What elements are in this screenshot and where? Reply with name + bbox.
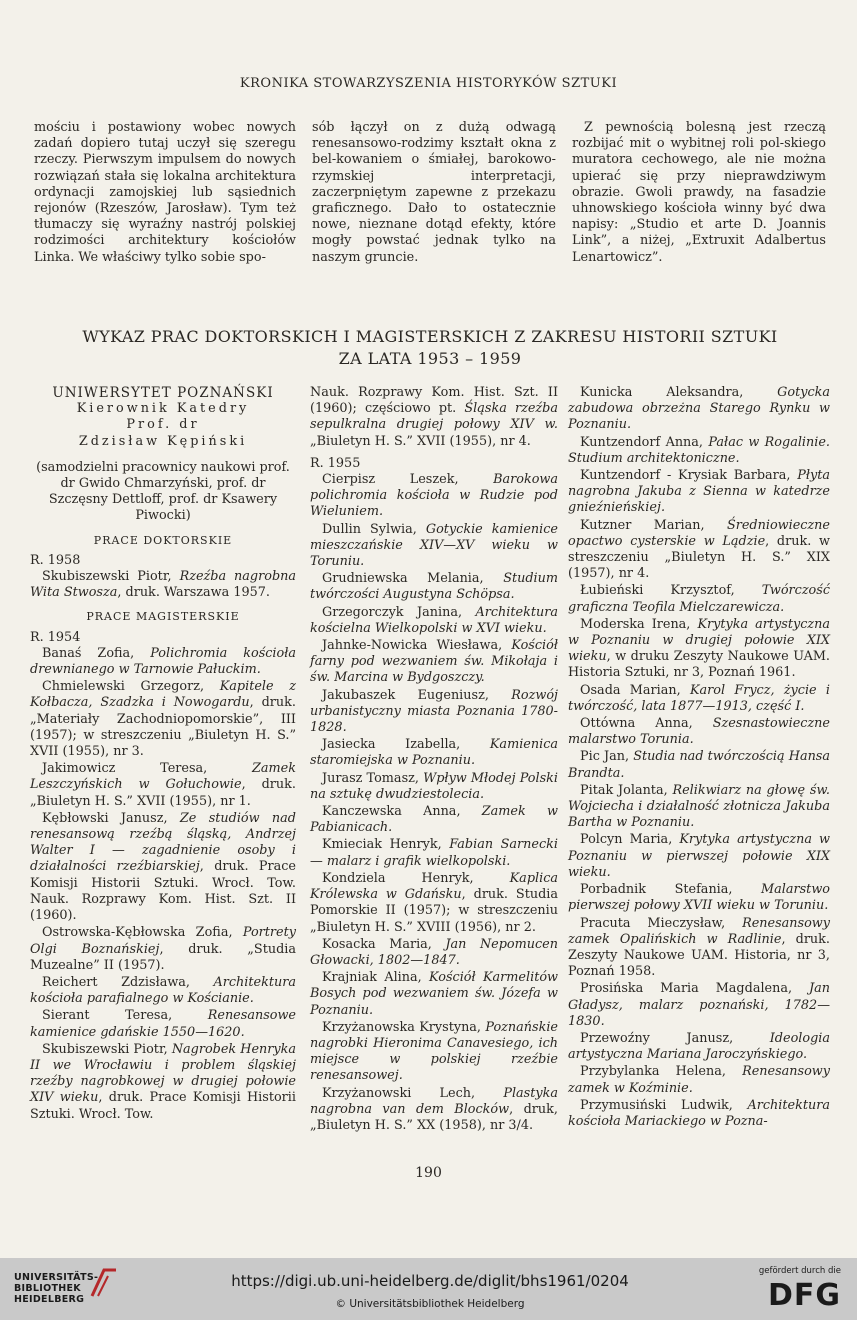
publication: , druk. „Materiały Zachodniopomorskie”, III (1957); w streszczeniu „Biuletyn H. S.” XVII (1955), nr 3. xyxy=(30,695,296,760)
staff-note: (samodzielni pracownicy naukowi prof. dr Gwido Chmarzyński, prof. dr Szczęsny Dettloff, prof. dr Ksawery Piwocki) xyxy=(36,459,290,524)
list-column-3 xyxy=(568,385,830,1131)
author: Jahnke-Nowicka Wiesława, xyxy=(322,638,512,654)
list-item xyxy=(310,472,558,521)
publication: , druk. Zeszyty Naukowe UAM. Historia, nr 3, Poznań 1958. xyxy=(568,931,830,980)
author: Jakimowicz Teresa, xyxy=(42,761,253,777)
list-item xyxy=(568,832,830,881)
list-column-2 xyxy=(310,385,558,1135)
title: Relikwiarz na głowę św. Wojciecha i działalność złotnicza Jakuba Bartha w Poznaniu. xyxy=(568,782,830,831)
section-title-line-2: ZA LATA 1953 – 1959 xyxy=(338,349,522,368)
author: Kondziela Henryk, xyxy=(322,870,510,886)
list-item xyxy=(30,975,296,1007)
title: Jan Nepomucen Głowacki, 1802—1847. xyxy=(310,936,558,968)
chair-line: Kierownik Katedry xyxy=(76,401,250,417)
paragraph: sób łączył on z dużą odwagą renesansowo-rodzimy kształt okna z bel-kowaniem o śmiałej, barokowo-rzymskiej interpretacji, zaczerpniętym zapewne z przekazu graficznego. Dało to ostatecznie nowe, nieznane dotąd efekty, które mogły powstać jednak tylko na naszym gruncie. xyxy=(312,120,556,265)
title: Renesansowy zamek Opalińskich w Radlinie xyxy=(568,915,830,947)
author: Grzegorczyk Janina, xyxy=(322,604,476,620)
list-item xyxy=(310,688,558,737)
chair-line: Zdzisław Kępiński xyxy=(78,433,248,449)
title: Kościół farny pod wezwaniem św. Mikołaja i św. Marcina w Bydgoszczy. xyxy=(310,638,558,686)
list-item xyxy=(310,638,558,687)
author: Ostrowska-Kębłowska Zofia, xyxy=(42,925,243,941)
title: Twórczość graficzna Teofila Mielczarewicza. xyxy=(568,583,830,615)
author: Kutzner Marian, xyxy=(580,517,727,533)
author: Banaś Zofia, xyxy=(42,645,151,661)
title: Barokowa polichromia kościoła w Rudzie pod Wieluniem. xyxy=(310,472,558,520)
title: Architektura kościoła parafialnego w Kościanie. xyxy=(30,974,296,1007)
title: Pałac w Rogalinie. Studium architektoniczne. xyxy=(568,434,830,466)
section-title xyxy=(40,326,820,370)
list-item xyxy=(30,811,296,924)
list-item xyxy=(568,882,830,914)
author: Ottówna Anna, xyxy=(580,716,713,732)
publication: , druk. „Biuletyn H. S.” XVII (1955), nr 1. xyxy=(30,777,296,809)
author: Przewoźny Janusz, xyxy=(580,1030,770,1046)
list-item xyxy=(568,518,830,583)
author: Skubiszewski Piotr, xyxy=(42,569,180,585)
title: Renesansowy zamek w Koźminie. xyxy=(568,1064,830,1096)
title: Gotycka zabudowa obrzeżna Starego Rynku w Poznaniu. xyxy=(568,385,830,433)
list-item xyxy=(30,1008,296,1040)
university-name: UNIWERSYTET POZNAŃSKI xyxy=(52,385,274,401)
list-column-1 xyxy=(30,385,296,1124)
list-item xyxy=(310,522,558,571)
document-url-link[interactable]: https://digi.ub.uni-heidelberg.de/diglit/bhs1961/0204 xyxy=(231,1272,629,1290)
title: Krytyka artystyczna w Poznaniu w drugiej połowie XIX wieku xyxy=(568,616,830,665)
top-column-3 xyxy=(572,120,826,266)
author: Pitak Jolanta, xyxy=(580,782,673,798)
publication: , druk. Warszawa 1957. xyxy=(117,585,270,601)
list-item xyxy=(310,937,558,969)
author: Kosacka Maria, xyxy=(322,936,446,952)
title: Portrety Olgi Boznańskiej xyxy=(30,925,296,957)
author: Grudniewska Melania, xyxy=(322,571,504,587)
title: Śląska rzeźba sepulkralna drugiej połowy XIV w. xyxy=(310,401,558,433)
copyright-notice: © Universitätsbibliothek Heidelberg xyxy=(335,1298,525,1310)
list-item xyxy=(310,571,558,603)
list-item xyxy=(310,1086,558,1135)
page-number: 190 xyxy=(415,1165,442,1181)
funding-note: gefördert durch die xyxy=(758,1266,841,1276)
title: Ze studiów nad renesansową rzeźbą śląską, Andrzej Walter I — zagadnienie osoby i działalności rzeźbiarskiej xyxy=(30,810,296,875)
chair-line: Prof. dr xyxy=(126,417,200,433)
title: Studia nad twórczością Hansa Brandta. xyxy=(568,749,831,781)
title: Rzeźba nagrobna Wita Stwosza xyxy=(30,569,297,601)
title: Polichromia kościoła drewnianego w Tarnowie Pałuckim. xyxy=(30,645,297,678)
author: Porbadnik Stefania, xyxy=(580,882,762,898)
list-item xyxy=(310,804,558,836)
author: Kuntzendorf - Krysiak Barbara, xyxy=(580,468,798,484)
publication: , druk. Studia Pomorskie II (1957); w streszczeniu „Biuletyn H. S.” XVIII (1956), nr 2. xyxy=(310,887,558,935)
publication: , druk, „Biuletyn H. S.” XX (1958), nr 3/4. xyxy=(310,1101,558,1133)
title: Kaplica Królewska w Gdańsku xyxy=(310,870,558,903)
list-item xyxy=(568,916,830,981)
list-item xyxy=(568,617,830,682)
title: Fabian Sarnecki — malarz i grafik wielkopolski. xyxy=(310,837,558,869)
title: Studium twórczości Augustyna Schöpsa. xyxy=(310,571,558,603)
title: Zamek Leszczyńskich w Gołuchowie xyxy=(30,761,296,793)
author: Jurasz Tomasz, xyxy=(322,770,424,786)
author: Pic Jan, xyxy=(580,749,634,765)
title: Jan Gładysz, malarz poznański, 1782—1830. xyxy=(568,981,830,1029)
publication: Nauk. Rozprawy Kom. Hist. Szt. II (1960); częściowo pt. xyxy=(310,385,558,417)
title: Renesansowe kamienice gdańskie 1550—1620. xyxy=(30,1008,296,1040)
title: Karol Frycz, życie i twórczość, lata 1877—1913, część I. xyxy=(568,682,830,714)
title: Wpływ Młodej Polski na sztukę dwudziestolecia. xyxy=(310,770,558,802)
author: Moderska Irena, xyxy=(580,616,698,632)
author: Kębłowski Janusz, xyxy=(42,810,180,826)
title: Poznańskie nagrobki Hieronima Canavesiego, ich miejsce w polskiej rzeźbie renesansowej. xyxy=(310,1019,558,1084)
publication: , druk. Prace Komisji Historii Sztuki. Wrocł. Tow. Nauk. Rozprawy Kom. Hist. Szt. II (1960). xyxy=(30,859,296,924)
author: Reichert Zdzisława, xyxy=(42,974,214,990)
author: Kmieciak Henryk, xyxy=(322,837,450,853)
section-title-line-1: WYKAZ PRAC DOKTORSKICH I MAGISTERSKICH Z ZAKRESU HISTORII SZTUKI xyxy=(82,327,778,346)
list-item xyxy=(310,737,558,769)
list-item xyxy=(310,871,558,936)
list-item xyxy=(568,435,830,467)
list-item xyxy=(568,981,830,1030)
author: Kunicka Aleksandra, xyxy=(580,385,778,400)
library-emblem-icon xyxy=(86,1266,120,1300)
list-item xyxy=(30,646,296,678)
list-item xyxy=(310,605,558,637)
author: Dullin Sylwia, xyxy=(322,521,426,537)
title: Kamienica staromiejska w Poznaniu. xyxy=(310,737,558,769)
list-item xyxy=(310,385,558,450)
publication: , druk. Prace Komisji Historii Sztuki. Wrocł. Tow. xyxy=(30,1090,296,1122)
author: Osada Marian, xyxy=(580,682,690,698)
title: Nagrobek Henryka II we Wrocławiu i problem śląskiej rzeźby nagrobkowej w drugiej połowie XIV wieku xyxy=(30,1041,296,1106)
subheading: PRACE MAGISTERSKIE xyxy=(86,610,240,624)
viewer-footer xyxy=(0,1258,857,1320)
list-item xyxy=(568,1031,830,1063)
author: Sierant Teresa, xyxy=(42,1008,208,1024)
author: Łubieński Krzysztof, xyxy=(580,583,762,599)
author: Przybylanka Helena, xyxy=(580,1064,743,1080)
paragraph: mościu i postawiony wobec nowych zadań dopiero tutaj uczył się szeregu rzeczy. Pierwszym impulsem do nowych rozwiązań stała się lokalna architektura ordynacji zamojskiej lub sąsiednich rejonów (Rzeszów, Jarosław). Tym też tłumaczy się wyraźny nastrój polskiej rodzimości architektury kościołów Linka. We właściwy tylko sobie spo- xyxy=(34,120,296,265)
year-heading: R. 1955 xyxy=(310,455,361,471)
dfg-logo[interactable]: DFG xyxy=(767,1278,841,1313)
author: Kanczewska Anna, xyxy=(322,804,482,820)
author: Jasiecka Izabella, xyxy=(322,737,490,753)
list-item xyxy=(30,569,296,601)
running-head: KRONIKA STOWARZYSZENIA HISTORYKÓW SZTUKI xyxy=(239,76,618,91)
publication: „Biuletyn H. S.” XVII (1955), nr 4. xyxy=(310,433,531,449)
list-item xyxy=(30,1042,296,1123)
publication: , druk. w streszczeniu „Biuletyn H. S.” XIX (1957), nr 4. xyxy=(568,533,830,582)
top-column-1 xyxy=(34,120,296,266)
author: Chmielewski Grzegorz, xyxy=(42,679,220,695)
list-item xyxy=(30,925,296,974)
title: Kościół Karmelitów Bosych pod wezwaniem św. Józefa w Poznaniu. xyxy=(310,970,558,1018)
publication: , druk. „Studia Muzealne” II (1957). xyxy=(30,941,296,973)
subheading: PRACE DOKTORSKIE xyxy=(93,533,233,547)
year-heading: R. 1954 xyxy=(30,629,81,645)
title: Malarstwo pierwszej połowy XVII wieku w Toruniu. xyxy=(568,882,830,914)
title: Rozwój urbanistyczny miasta Poznania 1780-1828. xyxy=(310,687,558,736)
title: Architektura kościelna Wielkopolski w XVI wieku. xyxy=(310,604,558,636)
year-heading: R. 1958 xyxy=(30,552,81,568)
list-item xyxy=(30,679,296,760)
title: Krytyka artystyczna w Poznaniu w pierwszej połowie XIX wieku. xyxy=(568,832,830,880)
logo-text-line: BIBLIOTHEK xyxy=(14,1283,81,1294)
author: Jakubaszek Eugeniusz, xyxy=(322,687,512,703)
author: Krzyżanowski Lech, xyxy=(322,1085,504,1101)
publication: , w druku Zeszyty Naukowe UAM. Historia Sztuki, nr 3, Poznań 1961. xyxy=(568,649,830,681)
list-item xyxy=(568,716,830,748)
title: Gotyckie kamienice mieszczańskie XIV—XV wieku w Toruniu. xyxy=(310,521,558,570)
author: Przymusiński Ludwik, xyxy=(580,1097,748,1113)
list-item xyxy=(568,1064,830,1096)
top-column-2 xyxy=(312,120,556,266)
title: Kapitele z Kołbacza, Szadzka i Nowogardu xyxy=(30,679,296,711)
author: Krzyżanowska Krystyna, xyxy=(322,1019,486,1035)
author: Krajniak Alina, xyxy=(322,970,430,986)
paragraph: Z pewnością bolesną jest rzeczą rozbijać mit o wybitnej roli pol-skiego muratora cechowego, ale nie można upierać się przy nieprawdziwym obrazie. Gwoli prawdy, na fasadzie uhnowskiego kościoła winny być dwa napisy: „Studio et arte D. Joannis Link”, a niżej, „Extruxit Adalbertus Lenartowicz”. xyxy=(572,120,826,265)
title: Zamek w Pabianicach. xyxy=(310,804,558,836)
author: Cierpisz Leszek, xyxy=(322,472,494,488)
author: Skubiszewski Piotr, xyxy=(42,1041,172,1057)
author: Prosińska Maria Magdalena, xyxy=(580,981,809,997)
list-item xyxy=(310,1020,558,1085)
author: Kuntzendorf Anna, xyxy=(580,434,709,450)
list-item xyxy=(568,1098,830,1130)
logo-text-line: HEIDELBERG xyxy=(14,1294,85,1305)
list-item xyxy=(310,837,558,869)
list-item xyxy=(568,683,830,715)
title: Architektura kościoła Mariackiego w Pozna- xyxy=(568,1097,830,1129)
list-item xyxy=(568,749,830,781)
title: Ideologia artystyczna Mariana Jaroczyńskiego. xyxy=(568,1030,830,1063)
list-item xyxy=(30,761,296,810)
list-item xyxy=(568,385,830,434)
title: Płyta nagrobna Jakuba z Sienna w katedrze gnieźnieńskiej. xyxy=(568,468,830,516)
title: Szesnastowieczne malarstwo Torunia. xyxy=(568,716,830,748)
list-item xyxy=(568,783,830,832)
list-item xyxy=(568,583,830,615)
logo-text-line: UNIVERSITÄTS- xyxy=(14,1272,99,1283)
list-item xyxy=(310,970,558,1019)
author: Polcyn Maria, xyxy=(580,832,680,848)
title: Średniowieczne opactwo cysterskie w Lądzie xyxy=(568,517,830,549)
author: Pracuta Mieczysław, xyxy=(580,915,743,931)
list-item xyxy=(568,468,830,517)
title: Plastyka nagrobna van dem Blocków xyxy=(310,1085,558,1117)
list-item xyxy=(310,771,558,803)
